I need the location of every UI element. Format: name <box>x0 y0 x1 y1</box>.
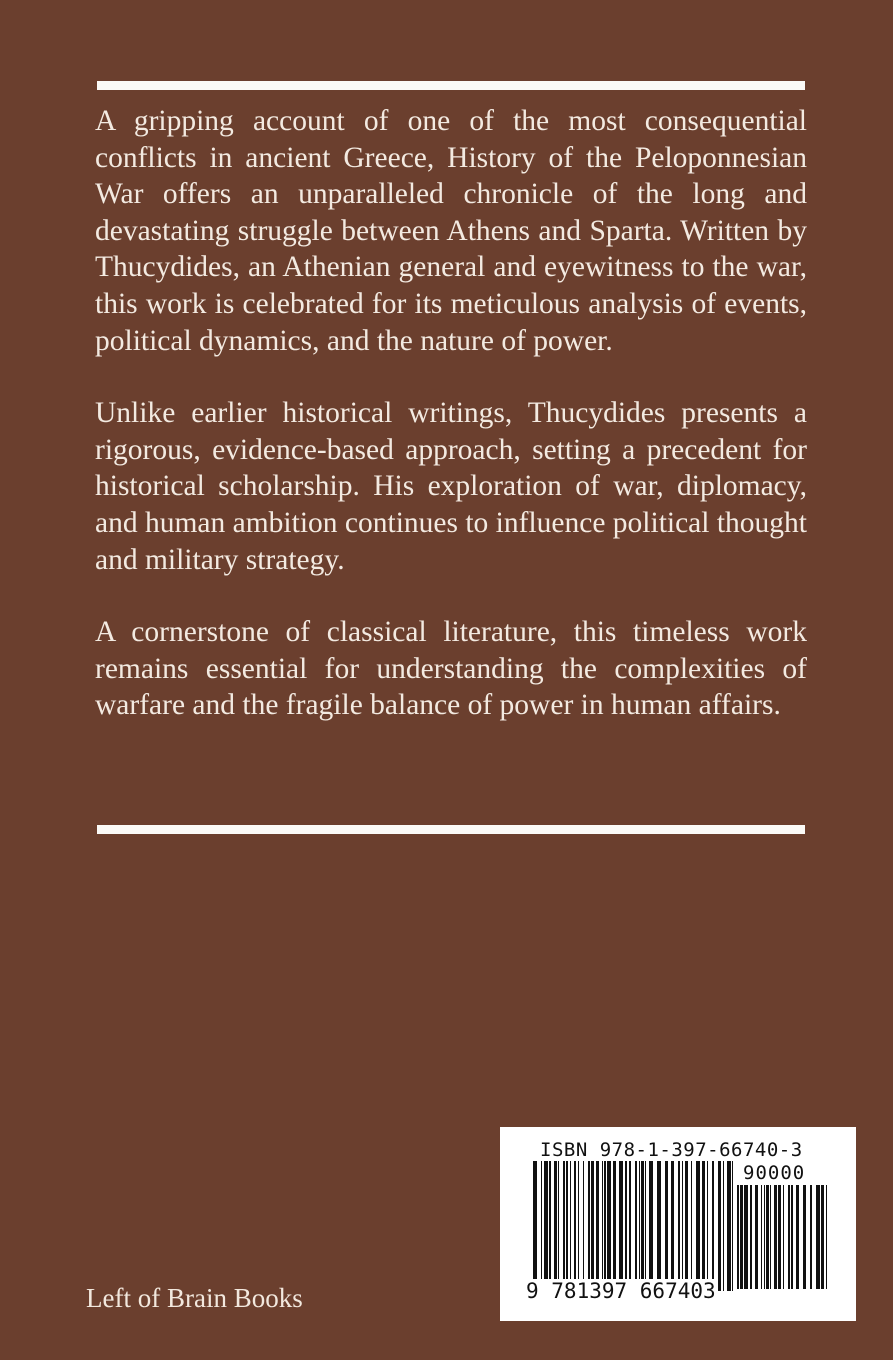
blurb-paragraph-2: Unlike earlier historical writings, Thucydides presents a rigorous, evidence-based approach, setting a precedent for historical scholarship. His exploration of war, diplomacy, and human ambition continues to influence political thought and military strategy. <box>95 397 807 576</box>
barcode-bar <box>685 1161 688 1291</box>
barcode-bar <box>723 1161 724 1291</box>
barcode-bar <box>588 1161 590 1291</box>
barcode-bar <box>826 1185 827 1289</box>
blurb-paragraph-1: A gripping account of one of the most consequential conflicts in ancient Greece, History of the Peloponnesian War offers an unparalleled chronicle of the long and devastating struggle between Athens and Sparta. Written by Thucydides, an Athenian general and eyewitness to the war, this work is celebrated for its meticulous analysis of events, political dynamics, and the nature of power. <box>95 105 807 357</box>
barcode-bar <box>791 1185 793 1289</box>
barcode-bar <box>554 1161 557 1291</box>
barcode-bar <box>712 1161 714 1291</box>
barcode-bar <box>602 1161 603 1291</box>
barcode-bar <box>755 1185 758 1289</box>
barcode-bar <box>744 1185 748 1289</box>
barcode-bar <box>558 1161 559 1291</box>
top-divider-rule <box>97 81 805 90</box>
barcode-bar <box>665 1161 668 1291</box>
barcode-bar <box>578 1161 579 1291</box>
barcode-bar <box>821 1185 824 1289</box>
barcode-bar <box>682 1161 683 1291</box>
barcode-bar <box>803 1185 806 1289</box>
barcode-bar <box>645 1161 646 1291</box>
barcode-bar <box>649 1161 653 1291</box>
barcode-bar <box>563 1161 565 1291</box>
barcode-bar <box>671 1161 674 1291</box>
barcode-bar <box>678 1161 680 1291</box>
barcode-bar <box>613 1161 616 1291</box>
barcode-bar <box>619 1161 623 1291</box>
barcode-bar <box>596 1161 599 1291</box>
barcode-bar <box>770 1185 771 1289</box>
barcode-bar <box>740 1185 743 1289</box>
barcode-bar <box>732 1161 733 1291</box>
barcode-bar <box>761 1185 762 1289</box>
barcode-bar <box>788 1185 790 1289</box>
barcode-addon-number: 90000 <box>743 1162 806 1184</box>
barcode-bar <box>702 1161 705 1291</box>
barcode-bar <box>727 1161 731 1291</box>
barcode-bar <box>591 1161 594 1291</box>
barcode-bar <box>639 1161 640 1291</box>
barcode-bar <box>541 1161 542 1291</box>
barcode-bar <box>783 1185 784 1289</box>
barcode-bar <box>707 1161 708 1291</box>
barcode-bar <box>574 1161 576 1291</box>
isbn-barcode-box <box>500 1127 856 1321</box>
barcode-bar <box>641 1161 644 1291</box>
barcode-bar <box>549 1161 551 1291</box>
barcode-bar <box>764 1185 765 1289</box>
publisher-name: Left of Brain Books <box>86 1283 303 1313</box>
barcode-bar <box>533 1161 537 1291</box>
barcode-bar <box>629 1161 631 1291</box>
blurb-paragraph-3: A cornerstone of classical literature, this timeless work remains essential for understanding the complexities of warfare and the fragile balance of power in human affairs. <box>95 616 807 722</box>
barcode-bar <box>566 1161 568 1291</box>
barcode-bar <box>583 1161 584 1291</box>
addon-barcode-bars <box>737 1185 827 1289</box>
barcode-bar <box>796 1185 799 1289</box>
barcode-bar <box>696 1161 700 1291</box>
isbn-label: ISBN 978-1-397-66740-3 <box>540 1139 803 1161</box>
barcode-bar <box>750 1185 752 1289</box>
barcode-bar <box>607 1161 611 1291</box>
barcode-bar <box>816 1185 820 1289</box>
barcode-bar <box>604 1161 606 1291</box>
barcode-bar <box>570 1161 571 1291</box>
barcode-bar <box>625 1161 627 1291</box>
bottom-divider-rule <box>97 825 805 834</box>
barcode-digits: 9 781397 667403 <box>526 1279 716 1303</box>
barcode-bar <box>737 1185 739 1289</box>
ean13-barcode-bars <box>533 1161 733 1291</box>
barcode-bar <box>766 1185 769 1289</box>
barcode-bar <box>635 1161 637 1291</box>
back-cover-blurb <box>95 103 807 724</box>
barcode-bar <box>718 1161 721 1291</box>
barcode-bar <box>691 1161 692 1291</box>
barcode-bar <box>657 1161 661 1291</box>
barcode-bar <box>544 1161 548 1291</box>
barcode-bar <box>774 1185 777 1289</box>
barcode-bar <box>810 1185 812 1289</box>
barcode-bar <box>778 1185 781 1289</box>
